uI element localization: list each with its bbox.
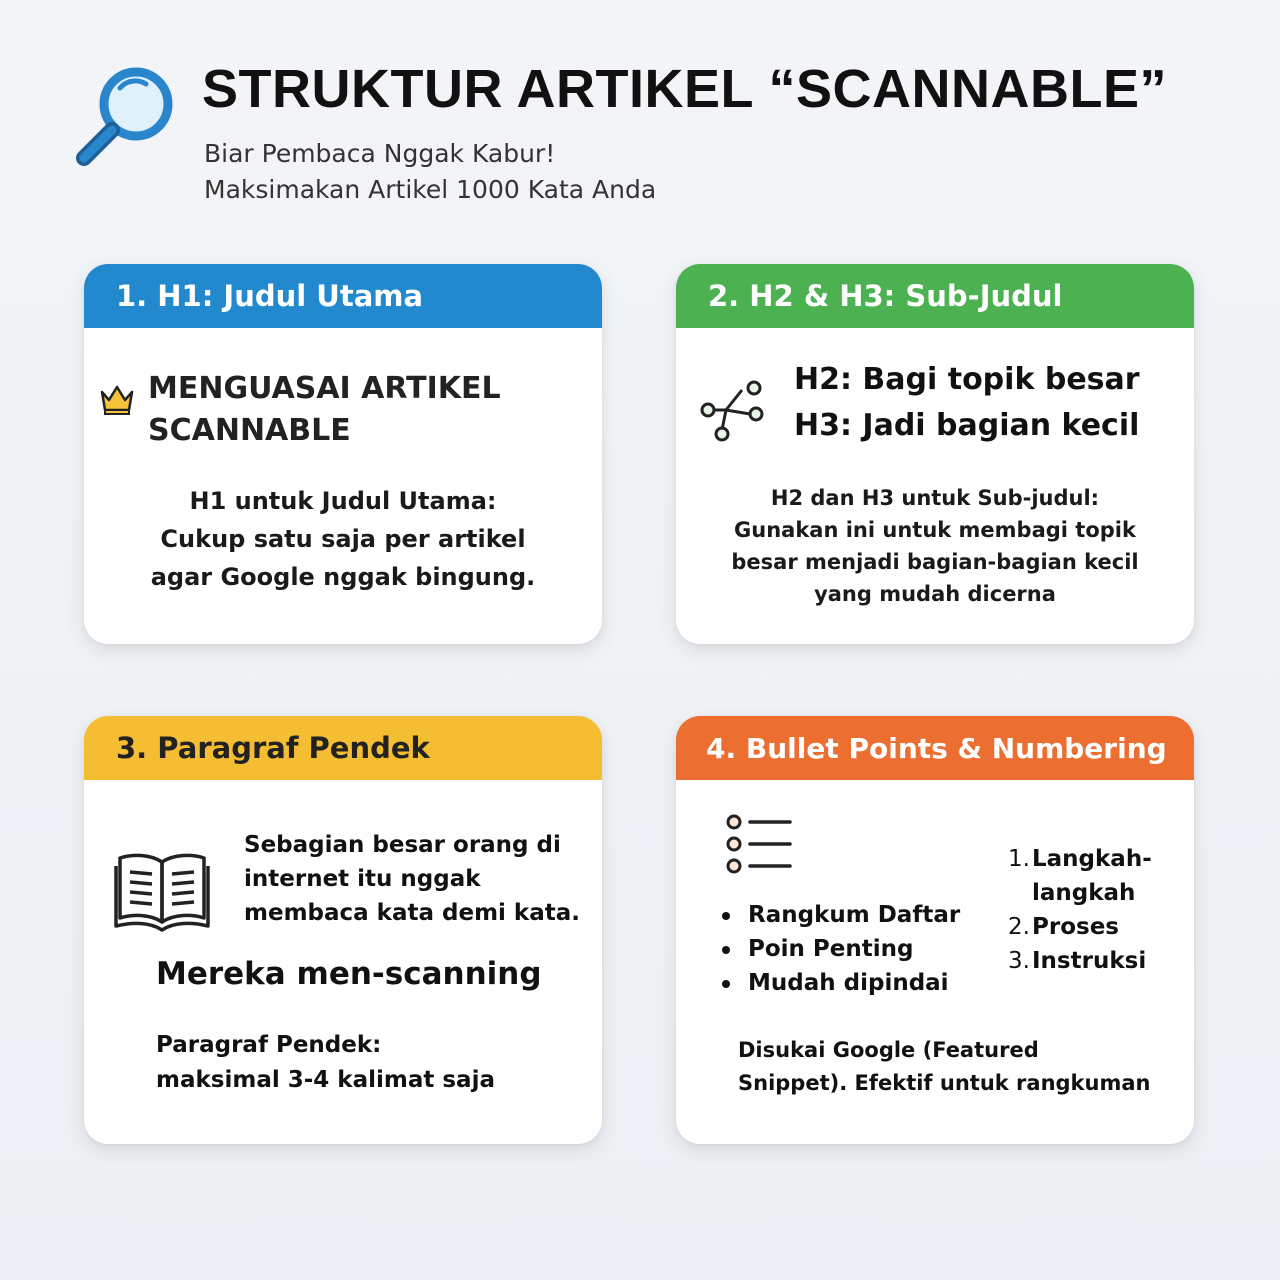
card-header: 3. Paragraf Pendek xyxy=(84,716,602,780)
card-bullet-points-numbering xyxy=(676,716,1194,1144)
list-item: Poin Penting xyxy=(720,932,960,966)
description-line: H2 dan H3 untuk Sub-judul: xyxy=(770,486,1100,510)
item-text-line: Langkah- xyxy=(1032,846,1152,872)
item-text xyxy=(1032,842,1152,910)
description-line: besar menjadi bagian-bagian kecil xyxy=(731,550,1139,574)
magnifying-glass-icon xyxy=(70,60,182,172)
rule-line: maksimal 3-4 kalimat saja xyxy=(156,1067,495,1093)
rule-line: Paragraf Pendek: xyxy=(156,1032,382,1058)
paragraph-rule xyxy=(156,1028,495,1098)
numbered-item xyxy=(1008,944,1152,978)
crown-icon xyxy=(98,380,136,418)
sitemap-tree-icon xyxy=(698,374,768,444)
card-description xyxy=(676,482,1194,610)
description-line: agar Google nggak bingung. xyxy=(150,563,536,591)
subtitle-line: Maksimakan Artikel 1000 Kata Anda xyxy=(204,175,657,204)
card-header: 2. H2 & H3: Sub-Judul xyxy=(676,264,1194,328)
card-footer-note xyxy=(738,1034,1150,1100)
h2-example: H2: Bagi topik besar xyxy=(794,362,1140,397)
item-text: Instruksi xyxy=(1032,948,1147,974)
page-title: STRUKTUR ARTIKEL “SCANNABLE” xyxy=(202,59,1167,119)
intro-line: Sebagian besar orang di xyxy=(244,832,561,858)
item-text-line: langkah xyxy=(1032,880,1136,906)
item-number: 1. xyxy=(1008,846,1030,872)
card-header: 1. H1: Judul Utama xyxy=(84,264,602,328)
intro-line: membaca kata demi kata. xyxy=(244,900,581,926)
description-line: yang mudah dicerna xyxy=(814,582,1056,606)
item-text: Proses xyxy=(1032,914,1119,940)
description-line: Cukup satu saja per artikel xyxy=(160,525,526,553)
card-h2-h3-sub-judul xyxy=(676,264,1194,644)
list-item: Mudah dipindai xyxy=(720,966,960,1000)
footer-line: Disukai Google (Featured xyxy=(738,1038,1039,1062)
heading-line: SCANNABLE xyxy=(148,413,351,448)
card-description xyxy=(84,482,602,596)
card-paragraf-pendek xyxy=(84,716,602,1144)
intro-line: internet itu nggak xyxy=(244,866,481,892)
list-item: Rangkum Daftar xyxy=(720,898,960,932)
numbered-item xyxy=(1008,842,1152,910)
example-h1-heading xyxy=(148,368,501,452)
footer-line: Snippet). Efektif untuk rangkuman xyxy=(738,1071,1151,1095)
card-intro-text xyxy=(244,828,580,930)
bullet-list xyxy=(720,898,960,1000)
item-number: 2. xyxy=(1008,914,1030,940)
subtitle-line: Biar Pembaca Nggak Kabur! xyxy=(204,139,556,168)
scanning-statement: Mereka men-scanning xyxy=(156,956,542,992)
card-h1-judul-utama xyxy=(84,264,602,644)
page-subtitle xyxy=(204,136,656,208)
item-number: 3. xyxy=(1008,948,1030,974)
description-line: Gunakan ini untuk membagi topik xyxy=(734,518,1136,542)
heading-line: MENGUASAI ARTIKEL xyxy=(148,371,501,406)
open-book-icon xyxy=(112,846,212,936)
description-line: H1 untuk Judul Utama: xyxy=(189,487,497,515)
numbered-list xyxy=(1008,842,1152,978)
h3-example: H3: Jadi bagian kecil xyxy=(794,408,1140,443)
bulleted-list-icon xyxy=(724,814,794,874)
numbered-item xyxy=(1008,910,1152,944)
card-header: 4. Bullet Points & Numbering xyxy=(676,716,1194,780)
